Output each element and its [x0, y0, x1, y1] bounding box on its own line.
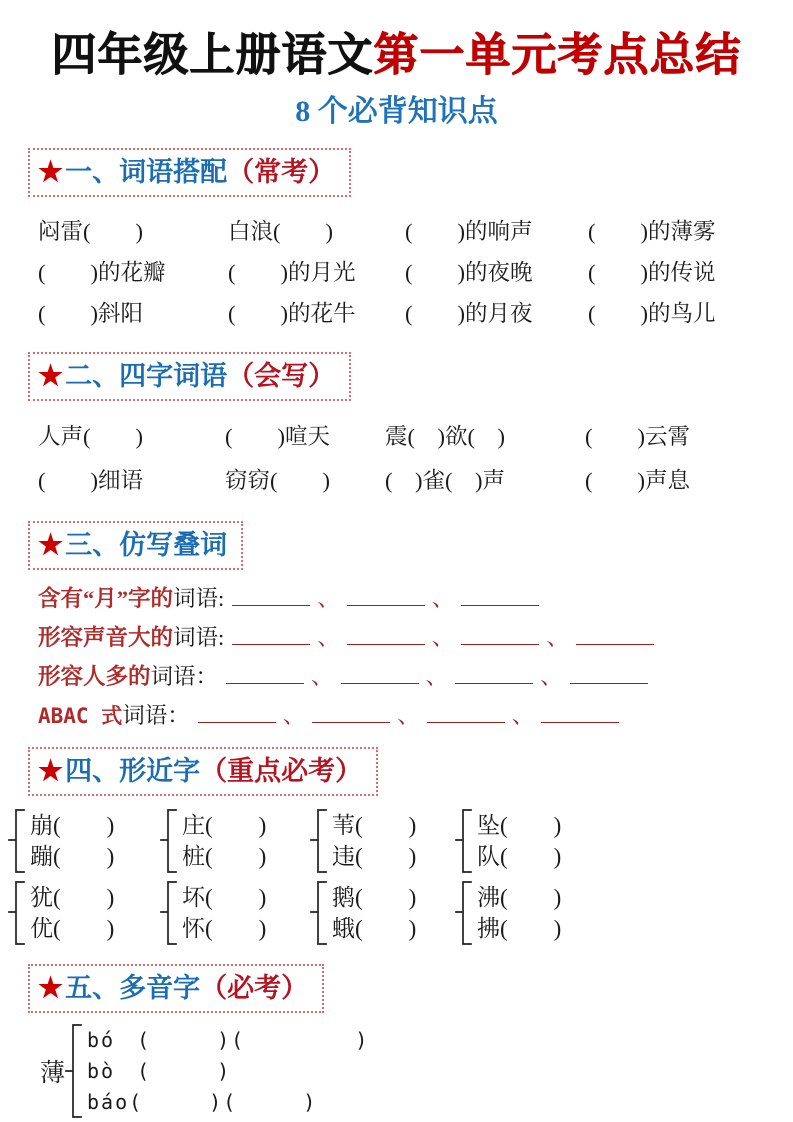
fill-line-label: 词语： — [150, 664, 219, 689]
section-4-note: （重点必考） — [200, 756, 363, 786]
pinyin-lines — [87, 1025, 369, 1118]
fill-line — [38, 664, 793, 690]
section-5-title: 五、多音字 — [65, 973, 201, 1003]
brace-icon — [160, 880, 178, 946]
word-cell: ( )的夜晚 — [405, 260, 533, 285]
fill-line — [38, 625, 793, 651]
word-cell: ( )的花牛 — [228, 301, 356, 326]
section-1-note: （常考） — [227, 157, 336, 187]
fill-line-label: 词语: — [173, 586, 225, 611]
pair-cell: 沸( ) — [477, 885, 562, 910]
word-cell: ( )喧天 — [225, 424, 330, 449]
page-subtitle: 8 个必背知识点 — [295, 95, 498, 128]
brace-icon — [310, 808, 328, 874]
pinyin-line: bó ( )( ) — [87, 1027, 370, 1052]
word-cell: ( )的月光 — [228, 260, 356, 285]
brace-icon — [8, 880, 26, 946]
word-cell: 窃窃( ) — [225, 468, 330, 493]
section-2-header — [28, 352, 351, 401]
answer-blanks: 、 、 、 — [198, 703, 620, 728]
section-2-note: （会写） — [227, 361, 336, 391]
brace-icon — [8, 808, 26, 874]
word-cell: ( )云霄 — [585, 424, 690, 449]
brace-icon — [455, 880, 473, 946]
title-red-part: 第一单元考点总结 — [373, 30, 742, 80]
section-5-header — [28, 964, 324, 1013]
word-cell: 白浪( ) — [228, 219, 333, 244]
star-icon: ★ — [38, 361, 64, 392]
fill-line-label: 词语： — [122, 703, 190, 728]
brace-icon — [65, 1023, 83, 1119]
pair-row — [8, 808, 793, 874]
word-cell: ( )的传说 — [588, 260, 716, 285]
pair-cell: 坏( ) — [182, 885, 267, 910]
pair-cell: 违( ) — [332, 844, 417, 869]
answer-blanks: 、 、 、 — [232, 625, 654, 650]
star-icon: ★ — [38, 973, 64, 1004]
pair-cell: 犹( ) — [30, 885, 115, 910]
pair-cell: 坠( ) — [477, 813, 562, 838]
title-black-part: 四年级上册语文 — [51, 30, 374, 80]
section-2-title: 二、四字词语 — [65, 361, 228, 391]
fill-line-highlight: ABAC 式 — [38, 704, 123, 728]
word-cell: 震( )欲( ) — [385, 424, 505, 449]
char-pair-group — [310, 880, 455, 946]
char-pair-group — [160, 808, 310, 874]
word-cell: ( )的月夜 — [405, 301, 533, 326]
fill-line-highlight: 含有“月”字的 — [38, 586, 174, 611]
char-pair-group — [160, 880, 310, 946]
section-5 — [0, 964, 793, 1119]
pair-cell: 优( ) — [30, 916, 115, 941]
similar-char-groups — [8, 808, 793, 946]
polyphone-char: 薄 — [40, 1060, 66, 1087]
word-cell: ( )的响声 — [405, 219, 533, 244]
word-cell: ( )的鸟儿 — [588, 301, 716, 326]
pair-cell: 蹦( ) — [30, 844, 115, 869]
section-3-header — [28, 521, 243, 570]
word-cell: ( )的花瓣 — [38, 260, 166, 285]
pair-cell: 鹅( ) — [332, 885, 417, 910]
pair-cell: 拂( ) — [477, 916, 562, 941]
section-3-title: 三、仿写叠词 — [65, 530, 228, 560]
answer-blanks: 、 、 — [232, 586, 539, 611]
pair-cell: 苇( ) — [332, 813, 417, 838]
section-2 — [0, 352, 793, 503]
section-1-title: 一、词语搭配 — [65, 157, 228, 187]
word-cell: ( )声息 — [585, 468, 690, 493]
char-pair-group — [8, 880, 160, 946]
brace-icon — [160, 808, 178, 874]
pinyin-line: bò ( ) — [87, 1058, 232, 1083]
pair-cell: 队( ) — [477, 844, 562, 869]
idiom-grid — [38, 415, 793, 503]
brace-icon — [310, 880, 328, 946]
word-cell: ( )斜阳 — [38, 301, 143, 326]
brace-icon — [455, 808, 473, 874]
pinyin-line: báo( )( ) — [87, 1089, 318, 1114]
pair-cell: 庄( ) — [182, 813, 267, 838]
word-cell: ( )雀( )声 — [385, 468, 505, 493]
star-icon: ★ — [38, 756, 64, 787]
word-cell: 人声( ) — [38, 424, 143, 449]
word-cell: ( )细语 — [38, 468, 143, 493]
pair-cell: 崩( ) — [30, 813, 115, 838]
star-icon: ★ — [38, 157, 64, 188]
char-pair-group — [8, 808, 160, 874]
section-3 — [0, 521, 793, 729]
fill-line-highlight: 形容声音大的 — [38, 625, 174, 650]
pair-cell: 桩( ) — [182, 844, 267, 869]
pair-cell: 蛾( ) — [332, 916, 417, 941]
answer-blanks: 、 、 、 — [226, 664, 648, 689]
section-4 — [0, 747, 793, 946]
fill-line — [38, 586, 793, 612]
section-1-header — [28, 148, 351, 197]
word-match-grid — [38, 211, 793, 334]
fill-line-label: 词语: — [173, 625, 225, 650]
polyphone-group — [40, 1023, 793, 1119]
pair-cell: 怀( ) — [182, 916, 267, 941]
section-5-note: （必考） — [200, 973, 309, 1003]
reduplication-lines — [38, 586, 793, 729]
char-pair-group — [310, 808, 455, 874]
page-title — [0, 28, 793, 82]
section-1 — [0, 148, 793, 334]
fill-line-highlight: 形容人多的 — [38, 664, 151, 689]
star-icon: ★ — [38, 530, 64, 561]
fill-line — [38, 703, 793, 729]
section-4-header — [28, 747, 378, 796]
word-cell: 闷雷( ) — [38, 219, 143, 244]
char-pair-group — [455, 808, 561, 874]
char-pair-group — [455, 880, 561, 946]
word-cell: ( )的薄雾 — [588, 219, 716, 244]
pair-row — [8, 880, 793, 946]
section-4-title: 四、形近字 — [65, 756, 201, 786]
